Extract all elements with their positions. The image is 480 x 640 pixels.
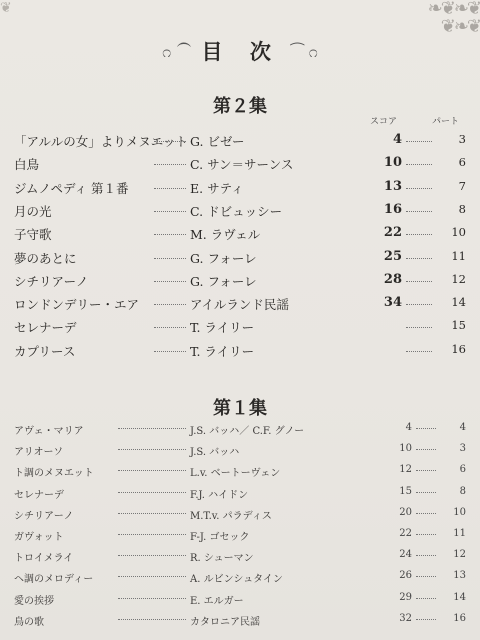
- swirl-ornament-right-icon: ⁀ ೧: [290, 42, 318, 61]
- part-page: 11: [453, 528, 466, 539]
- score-page: 28: [383, 271, 402, 287]
- score-page: 22: [399, 528, 412, 539]
- score-page: 15: [399, 485, 412, 497]
- swirl-ornament-left-icon: ೧ ⁀: [162, 42, 192, 61]
- leader-dots: [154, 132, 186, 142]
- toc-row: [14, 464, 464, 486]
- score-page: 20: [399, 506, 412, 518]
- part-page: 11: [451, 248, 466, 263]
- song-title: 白鳥: [14, 157, 40, 173]
- score-page: 10: [383, 155, 402, 171]
- composer-name: J.S. バッハ: [190, 447, 240, 459]
- leader-dots: [154, 342, 186, 352]
- score-page: 13: [383, 178, 402, 194]
- composer-name: J.S. バッハ／ C.F. グノー: [190, 426, 305, 437]
- score-page: 34: [383, 295, 402, 311]
- composer-name: A. ルビンシュタイン: [190, 574, 283, 586]
- leader-dots: [118, 570, 186, 577]
- song-title: セレナーデ: [14, 489, 64, 501]
- leader-dots: [154, 225, 186, 235]
- toc-row: [14, 272, 464, 294]
- leader-dots: [406, 249, 432, 259]
- toc-row: [14, 179, 464, 201]
- toc-row: [14, 570, 464, 592]
- leader-dots: [118, 613, 186, 620]
- song-title: カプリース: [14, 343, 76, 359]
- toc-row: [14, 318, 464, 340]
- leader-dots: [154, 155, 186, 165]
- leader-dots: [154, 295, 186, 305]
- toc-row: [14, 443, 464, 465]
- toc-row: [14, 342, 464, 364]
- vol2-heading: 第２集: [213, 96, 267, 117]
- composer-name: T. ライリー: [190, 343, 255, 359]
- score-page: 12: [399, 464, 412, 476]
- leader-dots: [406, 202, 432, 212]
- composer-name: C. サン＝サーンス: [190, 157, 294, 173]
- part-page: 8: [458, 201, 466, 216]
- vol1-heading: 第１集: [213, 398, 267, 419]
- score-page: 4: [405, 422, 412, 433]
- song-title: ト調のメヌエット: [14, 468, 94, 480]
- toc-row: [14, 549, 464, 571]
- composer-name: カタロニア民謡: [190, 616, 260, 628]
- composer-name: G. ビゼー: [190, 134, 245, 149]
- leader-dots: [406, 179, 432, 189]
- song-title: ヘ調のメロディー: [14, 574, 94, 586]
- composer-name: T. ライリー: [190, 320, 255, 336]
- part-page: 13: [453, 570, 466, 582]
- toc-row: [14, 295, 464, 317]
- leader-dots: [406, 295, 432, 305]
- part-page: 16: [453, 612, 466, 624]
- song-title: ジムノペディ 第１番: [14, 180, 129, 196]
- part-page: 3: [459, 443, 466, 455]
- leader-dots: [154, 202, 186, 212]
- toc-row: [14, 613, 464, 635]
- leader-dots: [118, 486, 186, 493]
- leader-dots: [118, 422, 186, 429]
- leader-dots: [118, 549, 186, 556]
- part-page: 16: [451, 341, 466, 356]
- score-page: 10: [399, 443, 412, 455]
- part-column-header: パート: [432, 117, 460, 127]
- toc-row: [14, 486, 464, 508]
- part-page: 10: [451, 225, 466, 240]
- song-title: 子守歌: [14, 227, 52, 243]
- part-page: 6: [458, 155, 466, 170]
- song-title: 月の光: [14, 203, 52, 219]
- composer-name: E. サティ: [190, 180, 244, 196]
- song-title: 鳥の歌: [14, 616, 44, 628]
- song-title: アヴェ・マリア: [14, 426, 84, 437]
- leader-dots: [118, 443, 186, 450]
- composer-name: L.v. ベートーヴェン: [190, 468, 281, 480]
- song-title: 愛の挨拶: [14, 595, 54, 607]
- part-page: 10: [453, 506, 466, 518]
- score-page: 26: [399, 570, 412, 582]
- part-page: 3: [458, 132, 466, 146]
- toc-row: [14, 528, 464, 550]
- part-page: 12: [451, 271, 466, 286]
- leader-dots: [406, 225, 432, 235]
- leader-dots: [406, 272, 432, 282]
- part-page: 12: [453, 549, 466, 561]
- leader-dots: [154, 179, 186, 189]
- part-page: 4: [459, 422, 466, 433]
- composer-name: M. ラヴェル: [190, 227, 261, 243]
- toc-row: [14, 507, 464, 529]
- score-page: 29: [399, 591, 412, 603]
- score-page: 25: [383, 248, 402, 264]
- score-page: 16: [383, 201, 402, 217]
- composer-name: F-J. ゴセック: [190, 532, 250, 543]
- toc-row: [14, 155, 464, 177]
- score-column-header: スコア: [370, 117, 398, 127]
- corner-ornament-right: ❧❦❧❦ ❦❧❦: [427, 0, 480, 37]
- part-page: 6: [459, 464, 466, 476]
- leader-dots: [154, 249, 186, 259]
- toc-row: [14, 132, 464, 154]
- toc-row: [14, 225, 464, 247]
- leader-dots: [154, 318, 186, 328]
- composer-name: アイルランド民謡: [190, 297, 289, 313]
- song-title: アリオーソ: [14, 447, 64, 459]
- page-title: [0, 36, 480, 66]
- corner-ornament-left: ❦: [0, 0, 12, 16]
- leader-dots: [406, 318, 432, 328]
- song-title: トロイメライ: [14, 553, 74, 565]
- song-title: ガヴォット: [14, 532, 64, 543]
- part-page: 14: [453, 591, 466, 603]
- leader-dots: [118, 464, 186, 471]
- part-page: 8: [459, 485, 466, 497]
- score-page: 22: [383, 225, 402, 241]
- composer-name: R. シューマン: [190, 553, 254, 565]
- composer-name: F.J. ハイドン: [190, 489, 249, 501]
- leader-dots: [406, 132, 432, 142]
- part-page: 14: [451, 295, 466, 310]
- toc-row: [14, 592, 464, 614]
- song-title: シチリアーノ: [14, 510, 74, 522]
- score-page: 24: [399, 549, 412, 561]
- toc-row: [14, 249, 464, 271]
- composer-name: C. ドビュッシー: [190, 203, 283, 219]
- leader-dots: [154, 272, 186, 282]
- part-page: 15: [451, 318, 466, 333]
- part-page: 7: [458, 178, 466, 193]
- leader-dots: [118, 528, 186, 535]
- leader-dots: [406, 155, 432, 165]
- score-page: 4: [392, 132, 402, 147]
- leader-dots: [118, 592, 186, 599]
- song-title: 「アルルの女」よりメヌエット: [14, 134, 188, 149]
- toc-row: [14, 422, 464, 444]
- composer-name: M.T.v. パラディス: [190, 510, 272, 522]
- leader-dots: [406, 342, 432, 352]
- score-page: 32: [399, 612, 412, 624]
- song-title: ロンドンデリー・エア: [14, 297, 140, 313]
- leader-dots: [118, 507, 186, 514]
- composer-name: G. フォーレ: [190, 250, 257, 266]
- song-title: セレナーデ: [14, 320, 77, 336]
- song-title: シチリアーノ: [14, 273, 89, 289]
- composer-name: G. フォーレ: [190, 273, 257, 289]
- composer-name: E. エルガー: [190, 595, 244, 607]
- toc-row: [14, 202, 464, 224]
- title-text: 目 次: [201, 39, 281, 64]
- song-title: 夢のあとに: [14, 250, 77, 266]
